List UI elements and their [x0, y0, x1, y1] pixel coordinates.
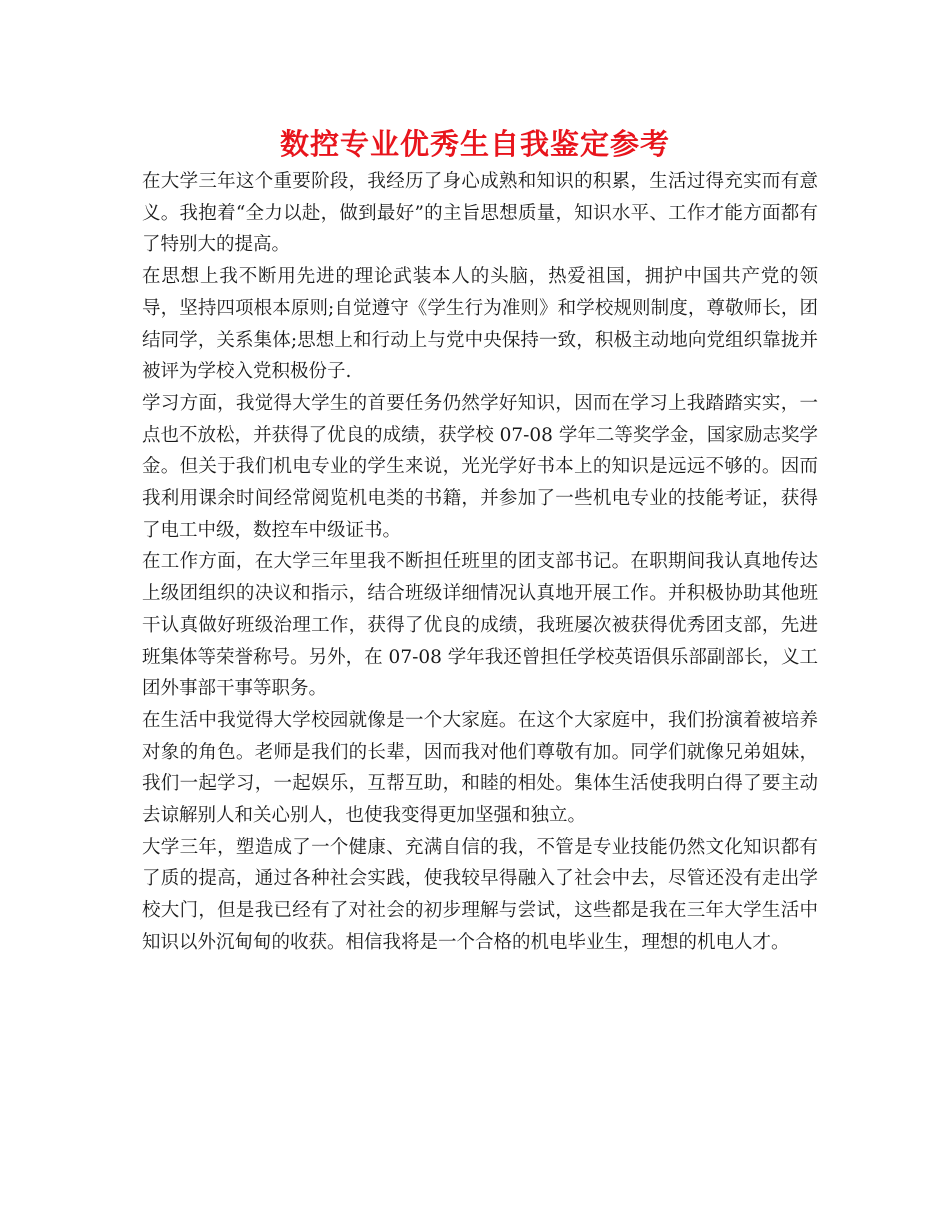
paragraph-conclusion: 大学三年，塑造成了一个健康、充满自信的我，不管是专业技能仍然文化知识都有了质的提高，通过各种社会实践，使我较早得融入了社会中去，尽管还没有走出学校大门，但是我已经有了对社会的初步理解与尝试，这些都是我在三年大学生活中知识以外沉甸甸的收获。相信我将是一个合格的机电毕业生，理想的机电人才。	[142, 836, 818, 953]
document-body	[142, 166, 818, 959]
document-title: 数控专业优秀生自我鉴定参考	[279, 127, 670, 161]
paragraph-intro: 在大学三年这个重要阶段，我经历了身心成熟和知识的积累，生活过得充实而有意义。我抱着“全力以赴，做到最好”的主旨思想质量，知识水平、工作才能方面都有了特别大的提高。	[142, 171, 818, 256]
paragraph-work: 在工作方面，在大学三年里我不断担任班里的团支部书记。在职期间我认真地传达上级团组织的决议和指示，结合班级详细情况认真地开展工作。并积极协助其他班干认真做好班级治理工作，获得了优良的成绩，我班屡次被获得优秀团支部，先进班集体等荣誉称号。另外，在 07-08 学年我还曾担任学校英语俱乐部副部长，义工团外事部干事等职务。	[142, 551, 818, 700]
paragraph-ideology: 在思想上我不断用先进的理论武装本人的头脑，热爱祖国，拥护中国共产党的领导，坚持四项根本原则;自觉遵守《学生行为准则》和学校规则制度，尊敬师长，团结同学，关系集体;思想上和行动上与党中央保持一致，积极主动地向党组织靠拢并被评为学校入党积极份子.	[142, 266, 818, 383]
paragraph-study: 学习方面，我觉得大学生的首要任务仍然学好知识，因而在学习上我踏踏实实，一点也不放松，并获得了优良的成绩，获学校 07-08 学年二等奖学金，国家励志奖学金。但关于我们机电专业的学生来说，光光学好书本上的知识是远远不够的。因而我利用课余时间经常阅览机电类的书籍，并参加了一些机电专业的技能考证，获得了电工中级，数控车中级证书。	[142, 392, 818, 541]
paragraph-life: 在生活中我觉得大学校园就像是一个大家庭。在这个大家庭中，我们扮演着被培养对象的角色。老师是我们的长辈，因而我对他们尊敬有加。同学们就像兄弟姐妹，我们一起学习，一起娱乐，互帮互助，和睦的相处。集体生活使我明白得了要主动去谅解别人和关心别人，也使我变得更加坚强和独立。	[142, 709, 818, 827]
